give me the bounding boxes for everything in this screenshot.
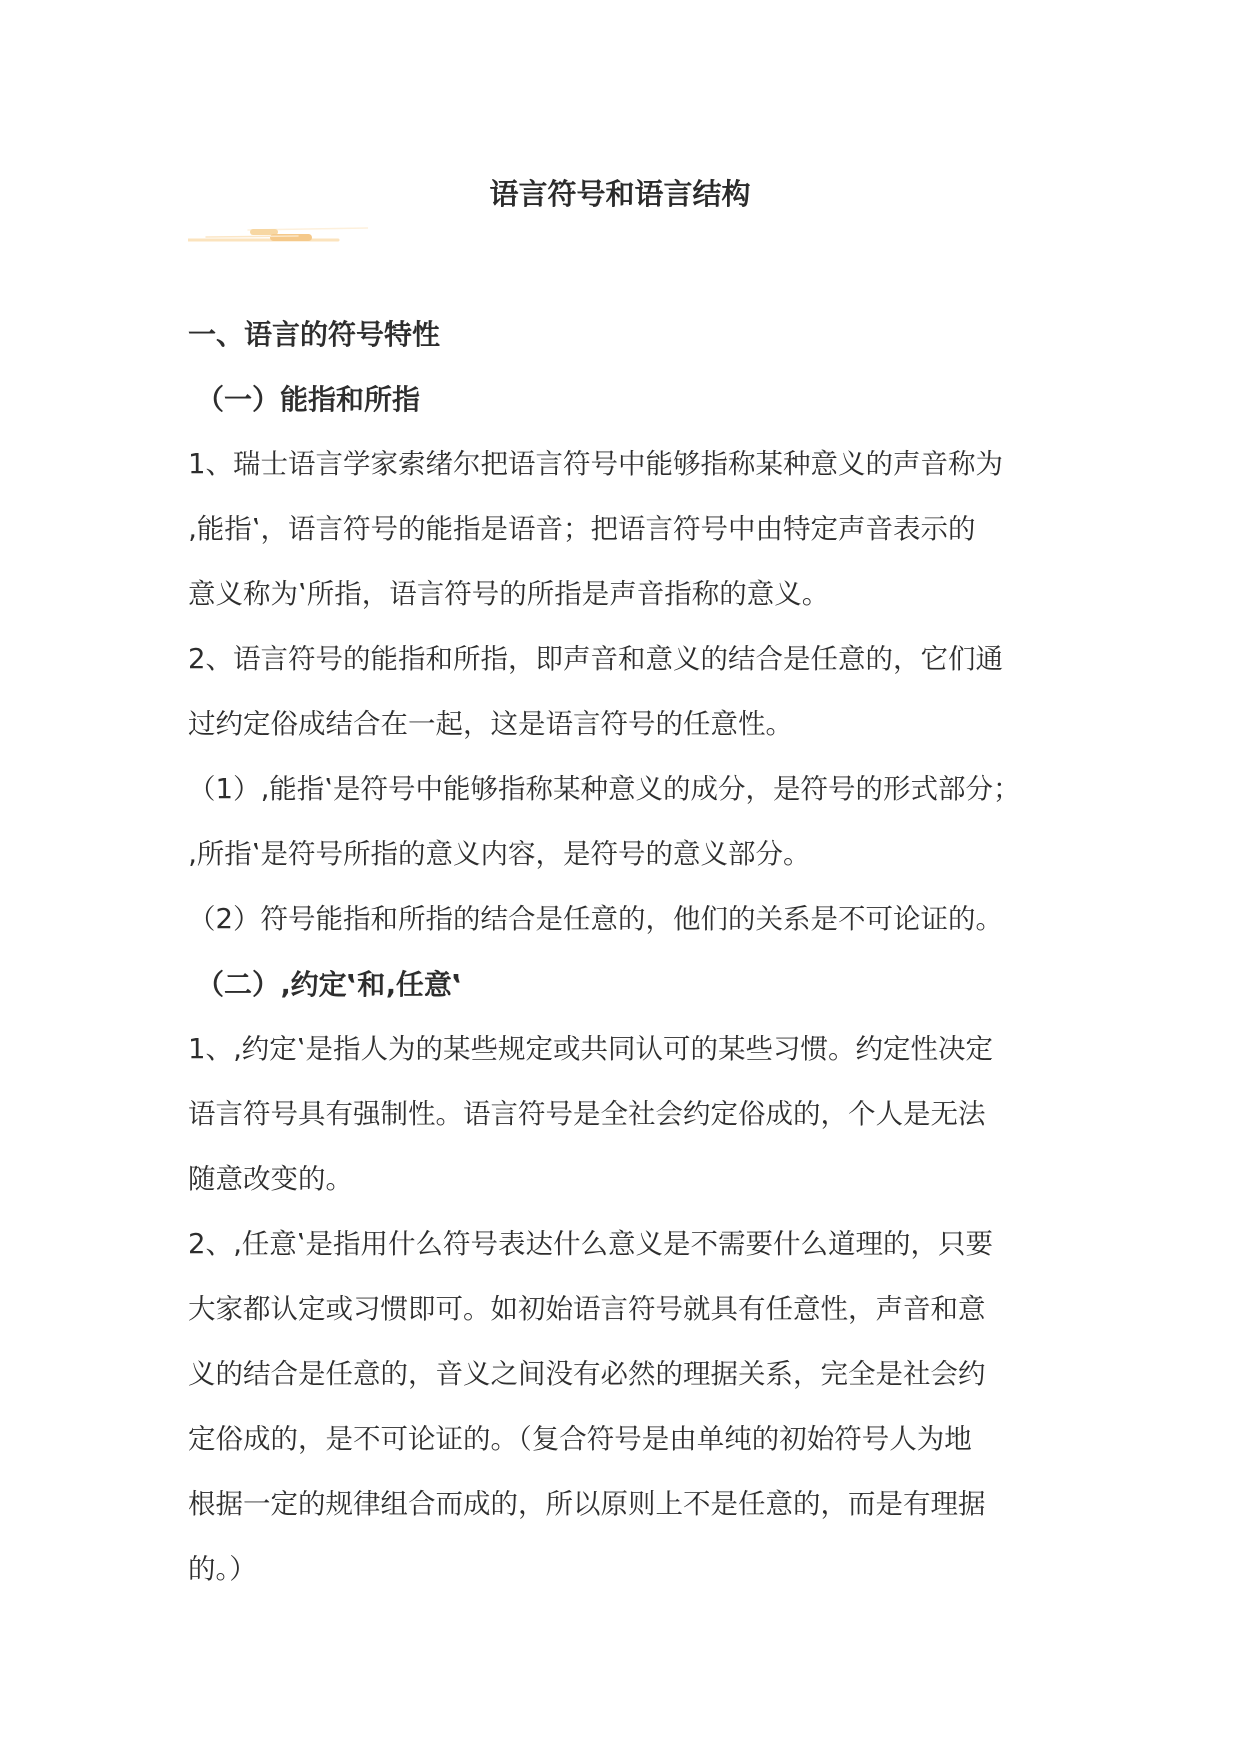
document-title: 语言符号和语言结构 — [489, 177, 751, 211]
body-line: 义的结合是任意的，音义之间没有必然的理据关系，完全是社会约 — [188, 1358, 986, 1390]
section-heading-1: 一、语言的符号特性 — [188, 318, 441, 351]
document-body — [188, 302, 1088, 1602]
subsection-heading-2: （二）‚约定‛和‚任意‛ — [196, 968, 463, 1001]
title-decoration-ornament — [188, 224, 368, 244]
body-line: 1、瑞士语言学家索绪尔把语言符号中能够指称某种意义的声音称为 — [188, 448, 1003, 480]
body-line: 定俗成的，是不可论证的。（复合符号是由单纯的初始符号人为地 — [188, 1423, 972, 1455]
body-line: 大家都认定或习惯即可。如初始语言符号就具有任意性，声音和意 — [188, 1293, 986, 1325]
body-line: ‚能指‛，语言符号的能指是语音；把语言符号中由特定声音表示的 — [188, 513, 976, 545]
body-line: 1、‚约定‛是指人为的某些规定或共同认可的某些习惯。约定性决定 — [188, 1033, 993, 1065]
body-line: 随意改变的。 — [188, 1163, 353, 1195]
body-line: 2、语言符号的能指和所指，即声音和意义的结合是任意的，它们通 — [188, 643, 1003, 675]
body-line: 2、‚任意‛是指用什么符号表达什么意义是不需要什么道理的，只要 — [188, 1228, 993, 1260]
subsection-heading-1: （一）能指和所指 — [196, 383, 421, 416]
body-line: 语言符号具有强制性。语言符号是全社会约定俗成的，个人是无法 — [188, 1098, 986, 1130]
body-line: ‚所指‛是符号所指的意义内容，是符号的意义部分。 — [188, 838, 811, 870]
body-line: 的。） — [188, 1553, 257, 1585]
body-line: 根据一定的规律组合而成的，所以原则上不是任意的，而是有理据 — [188, 1488, 986, 1520]
body-line: （2）符号能指和所指的结合是任意的，他们的关系是不可论证的。 — [188, 903, 1003, 935]
body-line: （1）‚能指‛是符号中能够指称某种意义的成分，是符号的形式部分； — [188, 773, 1021, 805]
body-line: 意义称为‛所指，语言符号的所指是声音指称的意义。 — [188, 578, 830, 610]
body-line: 过约定俗成结合在一起，这是语言符号的任意性。 — [188, 708, 793, 740]
